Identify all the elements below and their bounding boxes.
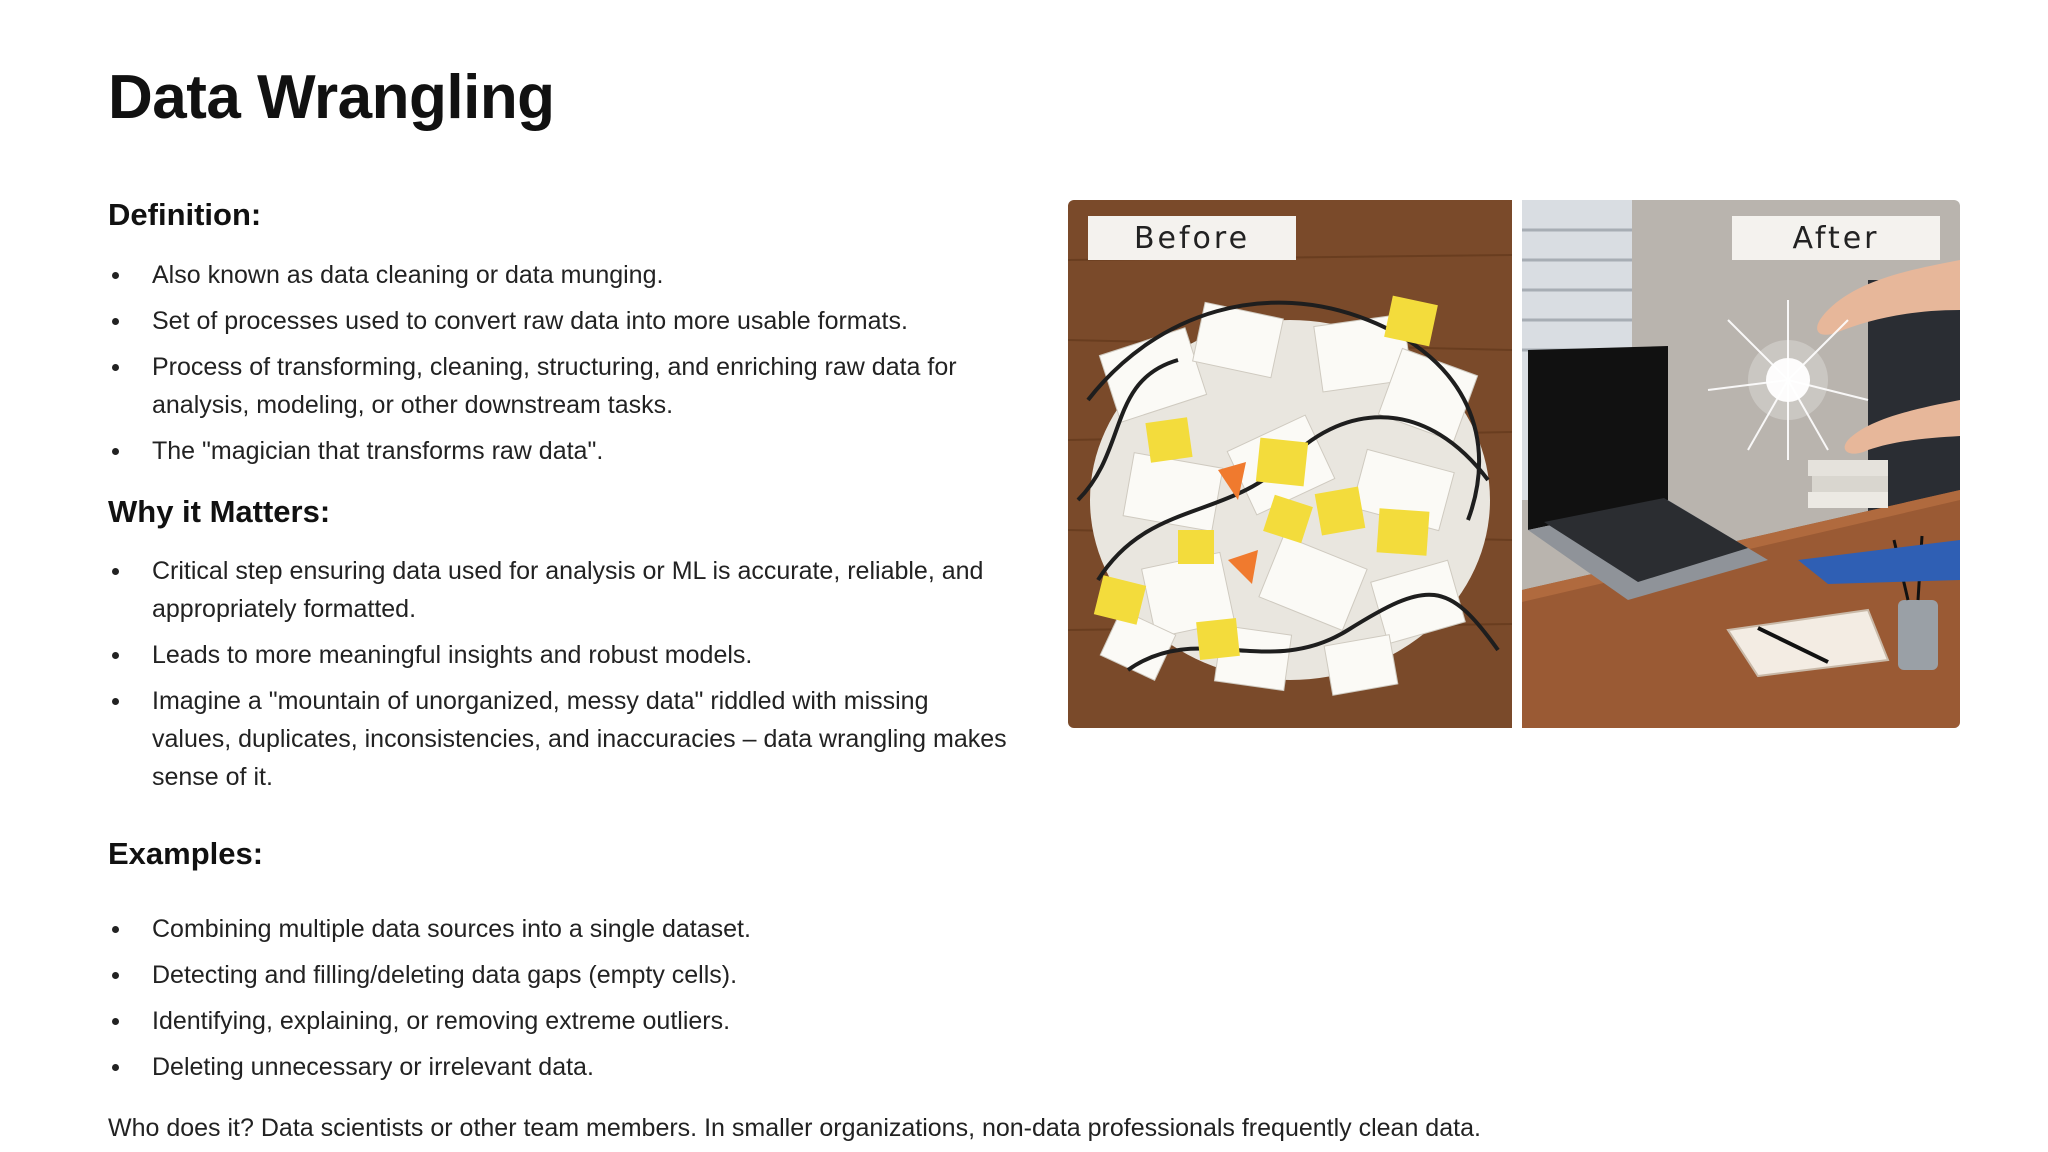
- after-label: After: [1732, 216, 1940, 260]
- list-item: Leads to more meaningful insights and robust models.: [108, 636, 1008, 674]
- list-item: Process of transforming, cleaning, structuring, and enriching raw data for analysis, modeling, or other downstream tasks.: [108, 348, 1008, 424]
- before-after-illustration: [1068, 200, 1960, 728]
- list-item: Deleting unnecessary or irrelevant data.: [108, 1048, 1008, 1086]
- list-item: Set of processes used to convert raw data into more usable formats.: [108, 302, 1008, 340]
- list-item: Imagine a "mountain of unorganized, messy data" riddled with missing values, duplicates, inconsistencies, and inaccuracies – data wrangling makes sense of it.: [108, 682, 1008, 796]
- footer-note: Who does it? Data scientists or other team members. In smaller organizations, non-data professionals frequently clean data.: [108, 1114, 1481, 1142]
- list-item: Detecting and filling/deleting data gaps (empty cells).: [108, 956, 1008, 994]
- definition-heading: Definition:: [108, 197, 262, 232]
- why-it-matters-list: [108, 552, 1008, 804]
- list-item: Also known as data cleaning or data munging.: [108, 256, 1008, 294]
- slide-title: Data Wrangling: [108, 63, 555, 132]
- list-item: The "magician that transforms raw data".: [108, 432, 1008, 470]
- after-panel: [1522, 200, 1960, 728]
- definition-list: [108, 256, 1008, 478]
- list-item: Identifying, explaining, or removing extreme outliers.: [108, 1002, 1008, 1040]
- before-label: Before: [1088, 216, 1296, 260]
- list-item: Combining multiple data sources into a single dataset.: [108, 910, 1008, 948]
- list-item: Critical step ensuring data used for analysis or ML is accurate, reliable, and appropriately formatted.: [108, 552, 1008, 628]
- before-after-image: [1068, 200, 1960, 728]
- why-it-matters-heading: Why it Matters:: [108, 494, 331, 529]
- before-panel: [1068, 200, 1512, 728]
- examples-list: [108, 910, 1008, 1094]
- examples-heading: Examples:: [108, 836, 264, 871]
